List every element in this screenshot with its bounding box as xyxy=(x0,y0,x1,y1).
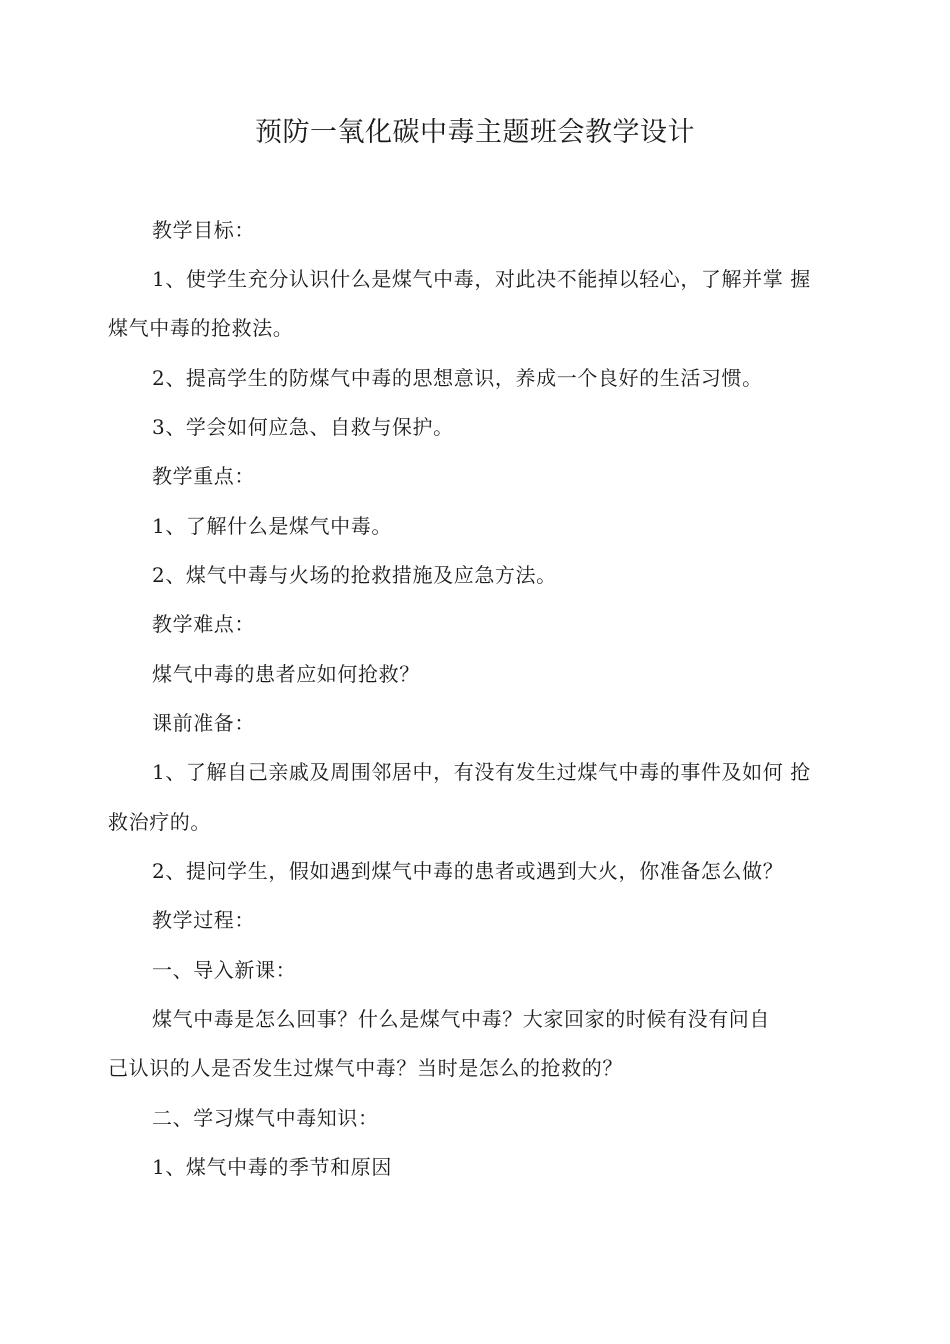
objective-1-line-2: 煤气中毒的抢救法。 xyxy=(108,316,294,340)
heading-preparation: 课前准备： xyxy=(152,711,255,735)
section-2-heading: 二、学习煤气中毒知识： xyxy=(152,1106,379,1130)
heading-teaching-process: 教学过程： xyxy=(152,908,255,932)
section-2-item-1: 1、煤气中毒的季节和原因 xyxy=(152,1155,392,1179)
heading-teaching-objectives: 教学目标： xyxy=(152,218,255,242)
section-1-heading: 一、导入新课： xyxy=(152,958,297,982)
heading-difficulties: 教学难点： xyxy=(152,612,255,636)
section-1-text-line-2: 己认识的人是否发生过煤气中毒？当时是怎么的抢救的？ xyxy=(108,1056,623,1080)
section-1-text-line-1: 煤气中毒是怎么回事？什么是煤气中毒？大家回家的时候有没有问自 xyxy=(152,1007,770,1031)
objective-3: 3、学会如何应急、自救与保护。 xyxy=(152,415,454,439)
objective-1-line-1: 1、使学生充分认识什么是煤气中毒，对此决不能掉以轻心，了解并掌 握 xyxy=(152,267,811,291)
heading-key-points: 教学重点： xyxy=(152,464,255,488)
key-point-2: 2、煤气中毒与火场的抢救措施及应急方法。 xyxy=(152,563,557,587)
difficulty-1: 煤气中毒的患者应如何抢救？ xyxy=(152,662,420,686)
key-point-1: 1、了解什么是煤气中毒。 xyxy=(152,514,392,538)
objective-2: 2、提高学生的防煤气中毒的思想意识，养成一个良好的生活习惯。 xyxy=(152,366,763,390)
preparation-1-line-1: 1、了解自己亲戚及周围邻居中，有没有发生过煤气中毒的事件及如何 抢 xyxy=(152,760,811,784)
preparation-1-line-2: 救治疗的。 xyxy=(108,810,211,834)
document-title: 预防一氧化碳中毒主题班会教学设计 xyxy=(255,117,695,148)
preparation-2: 2、提问学生，假如遇到煤气中毒的患者或遇到大火，你准备怎么做？ xyxy=(152,859,784,883)
